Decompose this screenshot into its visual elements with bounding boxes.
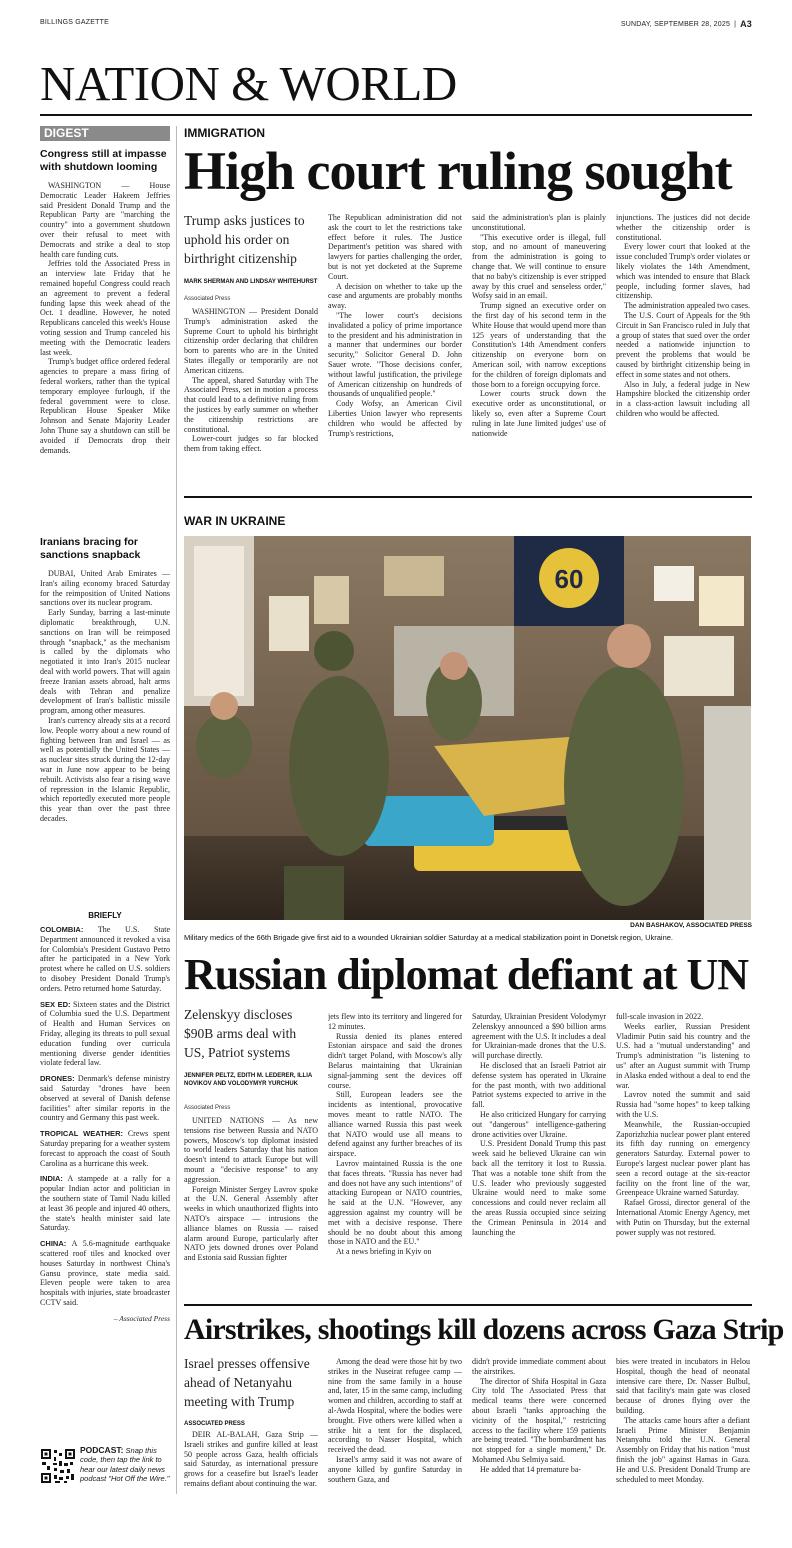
paragraph: Jeffries told the Associated Press in an interview late Friday that he remained hopeful Congress could reach an agreement to prevent a federal funding lapse this week ahead of the Oct. 1 deadline. However, he noted Republicans canceled this week's House voting session and Trump canceled his meeting with the Democratic leaders last week.: [40, 259, 170, 357]
paragraph: "The lower court's decisions invalidated a policy of prime importance to the president and his administration in a manner that undermines our border security," Solicitor General D. John Sauer wrote. "Those decisions confer, without lawful justification, the privilege of American citizenship on hundreds of thousands of unqualified people.": [328, 310, 462, 399]
brief-text: The U.S. State Department announced it revoked a visa for Colombia's President Gustavo Petro after he participated in a New York protest where he called on U.S. soldiers to disobey President Donald Trump's orders. Petro returned home Saturday.: [40, 925, 170, 993]
paragraph: Iran's currency already sits at a record low. People worry about a new round of fighting between Iran and Israel — as well as potentially the United States — as nuclear sites struck during the 12-day war in June now appear to be being rebuilt. Activists also fear a rising wave of repression in the Islamic Republic, which reportedly executed more people this year than over the past three decades.: [40, 715, 170, 823]
brief-text: A 5.6-magnitude earthquake scattered roof tiles and knocked over houses Saturday in northwest China's Gansu province, state media said. Eleven people were taken to area hospitals with injuries, state broadcaster CCTV said.: [40, 1239, 170, 1307]
ukraine-col-3: [472, 1012, 606, 1296]
paragraph: The director of Shifa Hospital in Gaza City told The Associated Press that medical teams there were concerned about Israeli "tanks approaching the vicinity of the hospital," restricting access to the facility where 159 patients are being treated. "The bombardment has not stopped for a single moment," Dr. Mohamed Abu Selmiya said.: [472, 1376, 606, 1464]
paragraph: Still, European leaders see the incidents as intentional, provocative moves meant to rattle NATO. The alliance warned Russia this past week that NATO would use all means to defend against any further breaches of its airspace.: [328, 1090, 462, 1159]
ukraine-byline: JENNIFER PELTZ, EDITH M. LEDERER, ILLIA NOVIKOV AND VOLODYMYR YURCHUK: [184, 1073, 313, 1087]
brief-item: [40, 1129, 170, 1168]
column-divider: [176, 126, 177, 1494]
brief-item: [40, 1239, 170, 1308]
immigration-col-1: [184, 307, 318, 487]
immigration-deck: Trump asks justices to uphold his order on birthright citizenship: [184, 213, 305, 266]
brief-lead: SEX ED:: [40, 999, 71, 1009]
page-date-block: [621, 19, 752, 29]
paragraph: Weeks earlier, Russian President Vladimir Putin said his country and the U.S. had a "mutual understanding" and Trump's administration "is listening to us" after an August summit with Trump in Alaska ended without a deal to end the war.: [616, 1021, 750, 1090]
ukraine-col-1: [184, 1116, 318, 1296]
brief-text: Crews spent Saturday preparing for a weather system forecast to approach the coast of South Carolina as a hurricane this week.: [40, 1129, 170, 1168]
paragraph: Lower courts struck down the executive order as unconstitutional, or likely so, even after a Supreme Court ruling in late June limited judges' use of nationwide: [472, 389, 606, 438]
ukraine-deck: Zelenskyy discloses $90B arms deal with US, Patriot systems: [184, 1007, 297, 1060]
paragraph: Cody Wofsy, an American Civil Liberties Union lawyer who represents children who would be affected by Trump's restrictions,: [328, 399, 462, 438]
immigration-agency: Associated Press: [184, 296, 231, 302]
gaza-col-1: [184, 1430, 318, 1510]
story-divider: [184, 1304, 752, 1306]
ukraine-agency: Associated Press: [184, 1105, 231, 1111]
paragraph: Trump's budget office ordered federal agencies to prepare a mass firing of federal workers, rather than the typical temporary employee furlough, if the federal government were to close. Republican House Speaker Mike Johnson and Senate Majority Leader John Thune say a shutdown can still be avoided if Democrats drop their demands.: [40, 357, 170, 455]
brief-text: Denmark's defense ministry said Saturday "drones have been observed at several of Danish defense facilities" after similar reports in the country and Germany this past week.: [40, 1074, 170, 1123]
paragraph: full-scale invasion in 2022.: [616, 1012, 704, 1021]
paragraph: Also in July, a federal judge in New Hampshire blocked the citizenship order in a class-action lawsuit including all children who would be affected.: [616, 379, 750, 418]
paragraph: Trump signed an executive order on the first day of his second term in the White House that would upend more than 125 years of understanding that the Constitution's 14th Amendment confers citizenship on everyone born on American soil, with narrow exceptions for the children of foreign diplomats and those born to a foreign occupying force.: [472, 301, 606, 389]
photo-caption: Military medics of the 66th Brigade give first aid to a wounded Ukrainian soldier Saturday at a medical stabilization point in Donetsk region, Ukraine.: [184, 933, 674, 942]
paragraph: Russia denied its planes entered Estonian airspace and said the drones didn't target Poland, with Moscow's ally Belarus maintaining that Ukrainian signal-jamming sent the devices off course.: [328, 1031, 462, 1090]
paragraph: injunctions. The justices did not decide whether the citizenship order is constitutional.: [616, 213, 750, 242]
paragraph: He also criticized Hungary for carrying out "dangerous" intelligence-gathering drone activities over Ukraine.: [472, 1109, 606, 1139]
immigration-byline: MARK SHERMAN AND LINDSAY WHITEHURST: [184, 279, 318, 285]
brief-item: [40, 1000, 170, 1069]
brief-lead: CHINA:: [40, 1239, 67, 1249]
page-number: A3: [740, 19, 752, 29]
photo-credit: DAN BASHAKOV, ASSOCIATED PRESS: [630, 922, 752, 929]
briefs-list: [40, 925, 170, 1430]
paragraph: DEIR AL-BALAH, Gaza Strip — Israeli strikes and gunfire killed at least 50 people across Gaza, health officials said Saturday, as international pressure grows for a ceasefire but Israel's leader remains defiant about continuing the war.: [184, 1430, 318, 1488]
section-title: NATION & WORLD: [40, 56, 457, 111]
paragraph: Early Sunday, barring a last-minute diplomatic breakthrough, U.N. sanctions on Iran will be reimposed through "snapback," as the mechanism is called by the diplomats who negotiated it into Iran's 2015 nuclear deal with world powers. That will again freeze Iranian assets abroad, halt arms deals with Tehran and penalize development of Iran's ballistic missile program, among other measures.: [40, 608, 170, 716]
gaza-headline: Airstrikes, shootings kill dozens across Gaza Strip: [184, 1313, 784, 1346]
paragraph: At a news briefing in Kyiv on: [336, 1247, 432, 1257]
immigration-col-2: [328, 213, 462, 487]
ukraine-kicker: WAR IN UKRAINE: [184, 514, 286, 528]
digest-label: DIGEST: [40, 126, 170, 141]
paragraph: UNITED NATIONS — As new tensions rise between Russia and NATO powers, Moscow's top diplomat insisted to world leaders Saturday that his nation doesn't intend to attack Europe but will mount a "decisive response" to any aggression.: [184, 1116, 318, 1184]
paragraph: He disclosed that an Israeli Patriot air defense system has operated in Ukraine for the past month, with two additional Patriot systems expected to arrive in the fall.: [472, 1060, 606, 1110]
story-divider: [184, 496, 752, 498]
paragraph: didn't provide immediate comment about the airstrikes.: [472, 1357, 606, 1376]
paragraph: Among the dead were those hit by two strikes in the Nuseirat refugee camp — nine from the same family in a house and, later, 15 in the same camp, including women and children, according to staff at al-Awda Hospital, where the bodies were brought. Five others were killed when a strike hit a tent for the displaced, according to Nasser Hospital, which received the dead.: [328, 1357, 462, 1455]
paragraph: jets flew into its territory and lingered for 12 minutes.: [328, 1012, 462, 1031]
paragraph: Lavrov maintained Russia is the one that faces threats. "Russia has never had and does not have any such intentions" of attacking European or NATO countries, he said at the U.N. "However, any aggression against my country will be met with a decisive response. There should be no doubt about this among those in NATO and the EU.": [328, 1158, 462, 1247]
paper-name: BILLINGS GAZETTE: [40, 19, 109, 26]
digest-headline-1: Congress still at impasse with shutdown looming: [40, 148, 167, 173]
immigration-col-4: [616, 213, 750, 487]
paragraph: bies were treated in incubators in Helou Hospital, though the head of neonatal intensive care there, Dr. Nasser Bulbul, said that facility's main gate was closed because of drones flying over the building.: [616, 1357, 750, 1415]
immigration-headline: High court ruling sought: [184, 141, 732, 201]
paragraph: WASHINGTON — House Democratic Leader Hakeem Jeffries said President Donald Trump and the Republican Party are "marching the country" into a government shutdown over their refusal to meet with Democrats and strike a deal to stop health care funding cuts.: [40, 181, 170, 259]
paragraph: The administration appealed two cases.: [624, 301, 750, 311]
paragraph: DUBAI, United Arab Emirates — Iran's ailing economy braced Saturday for the reimposition of United Nations sanctions over its nuclear program.: [40, 569, 170, 608]
paragraph: The attacks came hours after a defiant Israeli Prime Minister Benjamin Netanyahu told the U.N. General Assembly on Friday that his nation "must finish the job" against Hamas in Gaza. He and U.S. President Donald Trump are scheduled to meet Monday.: [616, 1415, 750, 1484]
paragraph: said the administration's plan is plainly unconstitutional.: [472, 213, 606, 232]
page-date: SUNDAY, SEPTEMBER 28, 2025: [620, 20, 731, 28]
banner-number: 60: [554, 564, 584, 594]
brief-lead: DRONES:: [40, 1074, 75, 1084]
ukraine-photo: [184, 536, 751, 920]
paragraph: WASHINGTON — President Donald Trump's administration asked the Supreme Court to uphold his birthright citizenship order declaring that children born to parents who are in the United States illegally or temporarily are not American citizens.: [184, 307, 318, 375]
paragraph: A decision on whether to take up the case and arguments are probably months away.: [328, 281, 462, 311]
paragraph: Saturday, Ukrainian President Volodymyr Zelenskyy announced a $90 billion arms agreement with the U.S. It includes a deal for Ukrainian-made drones that the U.S. will purchase directly.: [472, 1012, 606, 1061]
gaza-col-3: [472, 1357, 606, 1510]
paragraph: The U.S. Court of Appeals for the 9th Circuit in San Francisco ruled in July that a group of states that sued over the order needed a nationwide injunction to prevent the problems that would be caused by birthright citizenship being in effect in some states and not others.: [616, 310, 750, 379]
brief-lead: TROPICAL WEATHER:: [40, 1129, 123, 1139]
podcast-text: Snap this code, then tap the link to hear our latest daily news podcast "Hot Off the Wire.": [80, 1446, 170, 1484]
paragraph: The Republican administration did not ask the court to let the restrictions take effect before it rules. The Justice Department's petition was shared with lawyers for parties challenging the order, but is not yet docketed at the Supreme Court.: [328, 213, 462, 281]
paragraph: U.S. President Donald Trump this past week said he believed Ukraine can win back all the territory it lost to Russia. That was a notable tone shift from the U.S. leader who previously suggested Ukraine would need to make some concessions and could never reclaim all the areas Russia occupied since seizing the Crimean Peninsula in 2014 and launching the: [472, 1139, 606, 1237]
gaza-col-4: [616, 1357, 750, 1510]
paragraph: Lavrov noted the summit and said Russia had "some hopes" to keep talking with the U.S.: [616, 1090, 750, 1119]
brief-lead: INDIA:: [40, 1174, 63, 1184]
paragraph: The appeal, shared Saturday with The Associated Press, set in motion a process that could lead to a definitive ruling from the justices by early summer on whether the citizenship restrictions are constitutional.: [184, 375, 318, 434]
paragraph: Foreign Minister Sergey Lavrov spoke at the U.N. General Assembly after weeks in which unauthorized flights into NATO's airspace — intrusions the alliance blames on Russia — raised alarm around Europe, particularly after NATO jets downed drones over Poland and Estonia said Russian fighter: [184, 1184, 318, 1263]
ukraine-headline: Russian diplomat defiant at UN: [184, 950, 749, 999]
brief-lead: COLOMBIA:: [40, 925, 84, 934]
digest-attribution: – Associated Press: [113, 1313, 170, 1323]
paragraph: "This executive order is illegal, full stop, and no amount of maneuvering from the administration is going to change that. We will continue to ensure that no baby's citizenship is ever stripped away by this cruel and senseless order," Wofsy said in an email.: [472, 232, 606, 301]
masthead-rule: [40, 114, 752, 116]
brief-item: [40, 925, 170, 994]
paragraph: Every lower court that looked at the issue concluded Trump's order violates or likely violates the 14th Amendment, which was intended to ensure that Black people, including former slaves, had citizenship.: [616, 242, 750, 301]
brief-item: [40, 1174, 170, 1233]
immigration-kicker: IMMIGRATION: [184, 126, 266, 140]
brief-text: A stampede at a rally for a popular Indian actor and politician in the southern state of Tamil Nadu killed at least 36 people and injured 40 others, the state's health minister said late Saturday.: [40, 1174, 170, 1233]
podcast-label: PODCAST:: [80, 1445, 124, 1455]
immigration-col-3: [472, 213, 606, 487]
podcast-promo: [80, 1446, 172, 1484]
gaza-deck: Israel presses offensive ahead of Netanyahu meeting with Trump: [184, 1356, 310, 1409]
brief-text: Sixteen states and the District of Columbia sued the U.S. Department of Health and Human Services on Friday, alleging its threats to pull sexual education funding over curricula mentioning diverse gender identities violate federal law.: [40, 999, 170, 1068]
digest-story-2: [40, 569, 170, 907]
digest-story-1: [40, 181, 170, 528]
paragraph: Israel's army said it was not aware of anyone killed by gunfire Saturday in southern Gaza, and: [328, 1454, 462, 1484]
brief-item: [40, 1074, 170, 1123]
ukraine-col-2: [328, 1012, 462, 1296]
paragraph: Lower-court judges so far blocked them from taking effect.: [184, 434, 318, 454]
gaza-col-2: [328, 1357, 462, 1510]
paragraph: He added that 14 premature ba-: [480, 1464, 582, 1474]
paragraph: Rafael Grossi, director general of the International Atomic Energy Agency, met with Putin on Thursday, but the external power supply was not restored.: [616, 1198, 750, 1237]
digest-headline-2: Iranians bracing for sanctions snapback: [40, 536, 141, 561]
briefly-label: BRIEFLY: [88, 911, 122, 920]
date-separator: |: [734, 20, 737, 28]
qr-code-icon[interactable]: [40, 1448, 76, 1484]
gaza-agency: ASSOCIATED PRESS: [184, 1421, 245, 1427]
paragraph: Meanwhile, the Russian-occupied Zaporizhzhia nuclear power plant entered its fifth day running on emergency generators Saturday. External power to Europe's largest nuclear power plant has seen a record outage at the six-reactor facility on the front line of the war, Greenpeace Ukraine warned Saturday.: [616, 1119, 750, 1198]
ukraine-col-4: [616, 1012, 750, 1296]
